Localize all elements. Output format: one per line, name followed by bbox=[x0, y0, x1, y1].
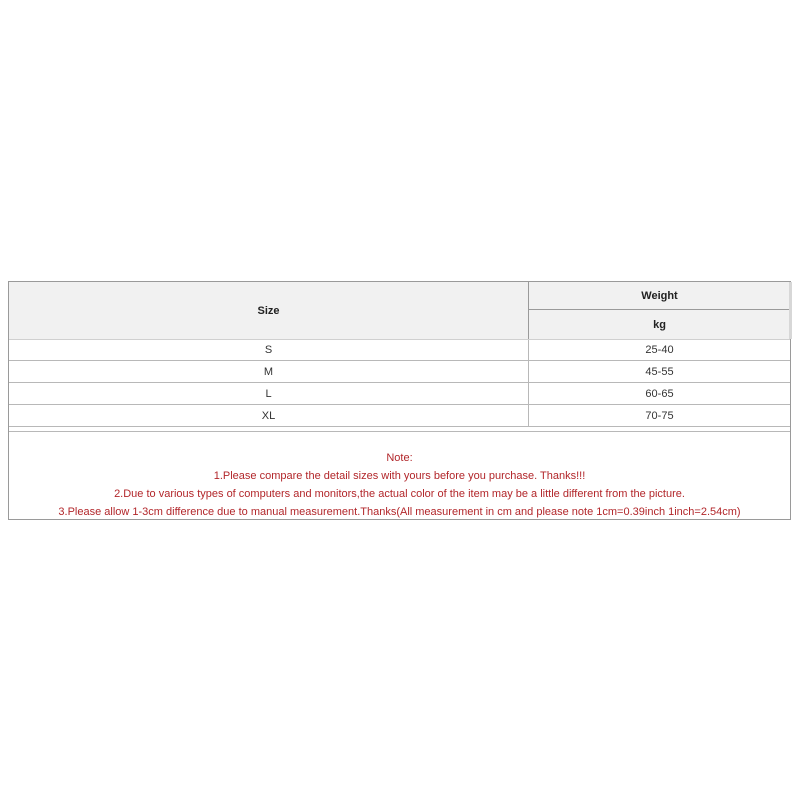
table-body bbox=[9, 339, 790, 427]
weight-cell: 60-65 bbox=[645, 387, 674, 400]
note-line: 2.Due to various types of computers and monitors,the actual color of the item may be a little different from the picture. bbox=[114, 488, 685, 500]
header-shade bbox=[789, 282, 792, 339]
size-chart bbox=[8, 281, 791, 520]
table-row bbox=[9, 339, 790, 361]
notes-section bbox=[9, 431, 790, 519]
weight-column-header: Weight bbox=[529, 282, 790, 310]
notes-title: Note: bbox=[386, 452, 413, 464]
size-cell: XL bbox=[9, 405, 529, 426]
size-cell: S bbox=[9, 340, 529, 360]
size-cell: L bbox=[9, 383, 529, 404]
weight-unit-header: kg bbox=[653, 318, 666, 331]
table-row bbox=[9, 383, 790, 405]
table-row bbox=[9, 361, 790, 383]
weight-cell: 25-40 bbox=[645, 344, 674, 356]
table-row bbox=[9, 405, 790, 427]
size-cell: M bbox=[9, 361, 529, 382]
table-header bbox=[9, 282, 790, 339]
weight-cell: 70-75 bbox=[645, 409, 674, 422]
size-column-header: Size bbox=[9, 282, 529, 339]
note-line: 1.Please compare the detail sizes with yours before you purchase. Thanks!!! bbox=[213, 470, 586, 482]
weight-cell: 45-55 bbox=[645, 365, 674, 378]
note-line: 3.Please allow 1-3cm difference due to manual measurement.Thanks(All measurement in cm and please note 1cm=0.39inch 1inch=2.54cm) bbox=[58, 506, 741, 518]
